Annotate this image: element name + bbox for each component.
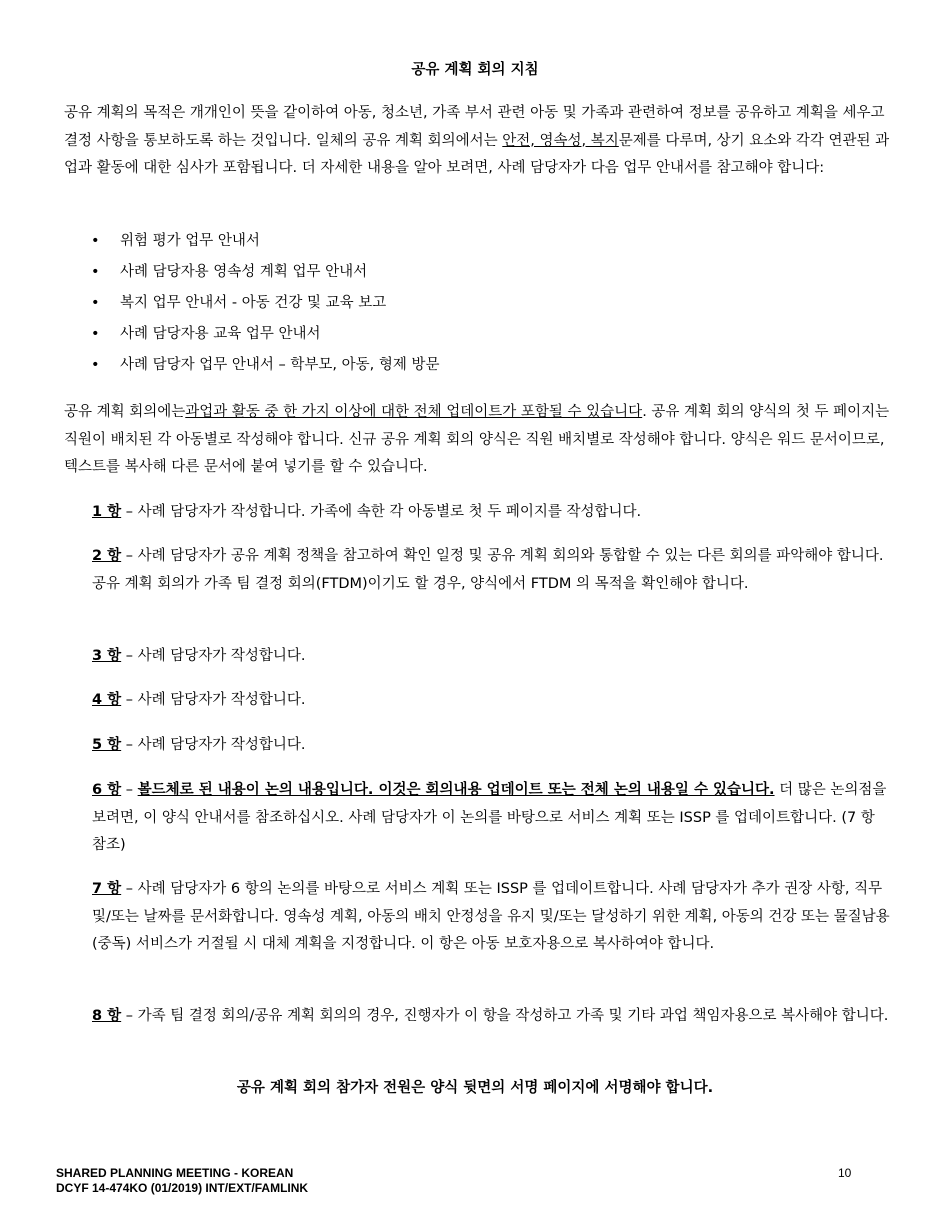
list-item-text: 사례 담당자용 영속성 계획 업무 안내서 [120, 264, 368, 280]
section-label: 4 항 [92, 692, 122, 708]
section-6 [92, 777, 892, 860]
list-item [64, 350, 439, 381]
guide-list [64, 226, 439, 381]
section-7 [92, 876, 892, 959]
footer-form-info [56, 1166, 308, 1196]
section-4 [92, 687, 892, 715]
footer-form-number: DCYF 14-474KO (01/2019) INT/EXT/FAMLINK [56, 1181, 309, 1195]
list-item-text: 위험 평가 업무 안내서 [120, 233, 260, 249]
section-text: – 사례 담당자가 작성합니다. [121, 648, 306, 664]
meeting-text-post: . 공유 계획 회의 양식의 첫 두 페이지는 직원이 배치된 각 아동별로 작성해야 합니다. 신규 공유 계획 회의 양식은 직원 배치별로 작성해야 합니다. 양식은 워드 문서이므로, 텍스트를 복사해 다른 문서에 붙여 넣기를 할 수 있습니다. [64, 404, 890, 475]
section-3 [92, 643, 892, 671]
section-label: 6 항 [92, 782, 122, 798]
section-text: – 사례 담당자가 작성합니다. 가족에 속한 각 아동별로 첫 두 페이지를 작성합니다. [121, 504, 642, 520]
intro-text-1: 공유 계획의 목적은 개개인이 뜻을 같이하여 아동, 청소년, 가족 부서 관련 아동 및 가족과 관련하여 정보를 공유하고 계획을 세우고 결정 사항을 통보하도록 하는 것입니다. 일체의 공유 계획 회의에서는 [64, 105, 885, 149]
section-label: 8 항 [92, 1008, 122, 1024]
list-item-text: 사례 담당자용 교육 업무 안내서 [120, 326, 321, 342]
bullet-icon: • [91, 264, 100, 280]
list-item [64, 319, 439, 350]
section-text: – 사례 담당자가 공유 계획 정책을 참고하여 확인 일정 및 공유 계획 회의와 통합할 수 있는 다른 회의를 파악해야 합니다. 공유 계획 회의가 가족 팀 결정 회의(FTDM)이기도 할 경우, 양식에서 FTDM 의 목적을 확인해야 합니다. [92, 548, 884, 592]
intro-text-2: 문제를 다루며, 상기 요소와 각각 연관된 과업과 활동에 대한 심사가 포함됩니다. 더 자세한 내용을 알아 보려면, 사례 담당자가 다음 업무 안내서를 참고해야 합니다: [64, 132, 890, 176]
intro-topics: 안전, 영속성, 복지 [502, 132, 619, 149]
bullet-icon: • [91, 357, 100, 373]
section-1 [92, 499, 892, 527]
section-label: 5 항 [92, 737, 122, 753]
meeting-text-underlined: 과업과 활동 중 한 가지 이상에 대한 전체 업데이트가 포함될 수 있습니다 [185, 404, 643, 420]
section-label: 2 항 [92, 548, 122, 564]
section-label: 1 항 [92, 504, 122, 520]
list-item-text: 사례 담당자 업무 안내서 – 학부모, 아동, 형제 방문 [120, 357, 440, 373]
section-text: 더 많은 논의점을 보려면, 이 양식 안내서를 참조하십시오. 사례 담당자가 이 논의를 바탕으로 서비스 계획 또는 ISSP 를 업데이트합니다. (7 항 참조) [92, 782, 887, 853]
section-2 [92, 543, 892, 598]
meeting-paragraph [64, 399, 894, 482]
bullet-icon: • [91, 326, 100, 342]
list-item [64, 257, 439, 288]
bullet-icon: • [91, 233, 100, 249]
section-text: – 사례 담당자가 6 항의 논의를 바탕으로 서비스 계획 또는 ISSP 를 업데이트합니다. 사례 담당자가 추가 권장 사항, 직무 및/또는 날짜를 문서화합니다. 영속성 계획, 아동의 배치 안정성을 유지 및/또는 달성하기 위한 계획, 아동의 건강 또는 물질남용(중독) 서비스가 거절될 시 대체 계획을 지정합니다. 이 항은 아동 보호자용으로 복사하여야 합니다. [92, 881, 890, 952]
section-label: 7 항 [92, 881, 122, 897]
meeting-text-pre: 공유 계획 회의에는 [64, 404, 186, 420]
section-bold-text: 볼드체로 된 내용이 논의 내용입니다. 이것은 회의내용 업데이트 또는 전체 논의 내용일 수 있습니다. [137, 782, 775, 798]
closing-note: 공유 계획 회의 참가자 전원은 양식 뒷면의 서명 페이지에 서명해야 합니다. [236, 1080, 714, 1096]
section-dash: – [121, 782, 138, 798]
section-text: – 사례 담당자가 작성합니다. [121, 692, 306, 708]
bullet-icon: • [91, 295, 100, 311]
section-5 [92, 732, 892, 760]
list-item [64, 288, 439, 319]
intro-paragraph [64, 100, 894, 183]
page-number: 10 [838, 1166, 852, 1180]
list-item [64, 226, 439, 257]
section-label: 3 항 [92, 648, 122, 664]
section-8 [92, 1003, 892, 1031]
footer-form-title: SHARED PLANNING MEETING - KOREAN [56, 1166, 294, 1180]
section-text: – 사례 담당자가 작성합니다. [121, 737, 306, 753]
list-item-text: 복지 업무 안내서 - 아동 건강 및 교육 보고 [120, 295, 387, 311]
section-text: – 가족 팀 결정 회의/공유 계획 회의의 경우, 진행자가 이 항을 작성하고 가족 및 기타 과업 책임자용으로 복사해야 합니다. [121, 1008, 889, 1024]
page-title: 공유 계획 회의 지침 [411, 62, 539, 78]
